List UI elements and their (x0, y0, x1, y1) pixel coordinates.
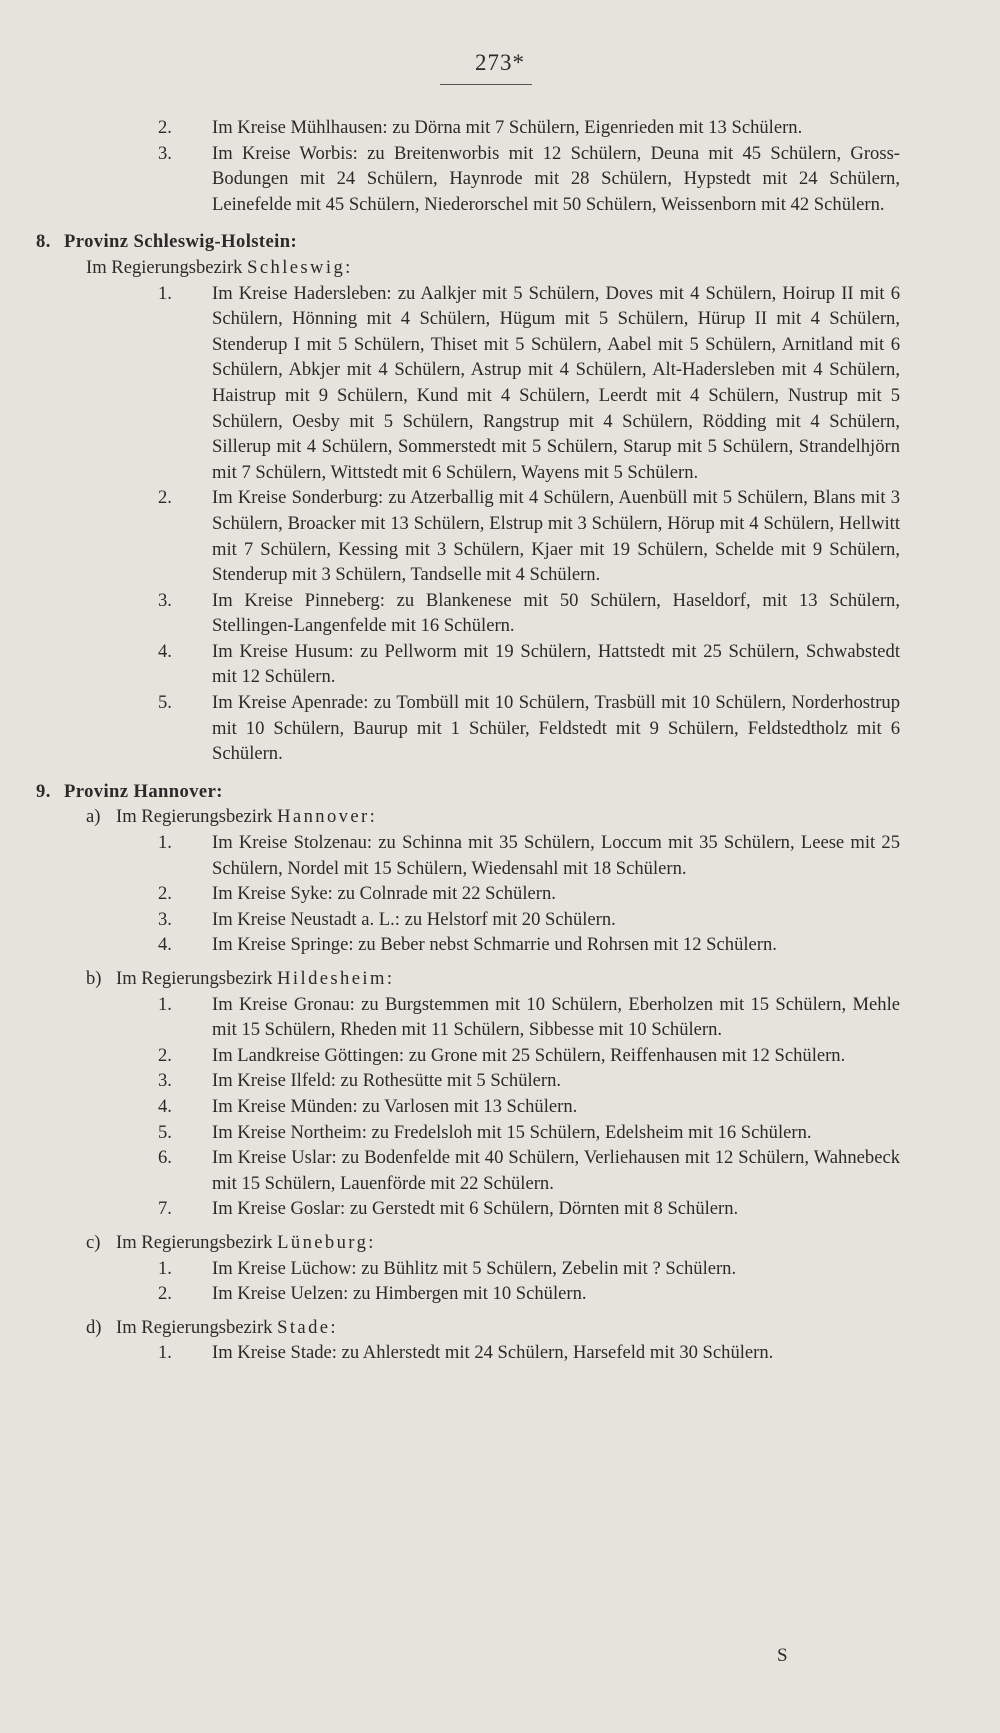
item-number: 5. (158, 692, 172, 714)
item-text: Im Landkreise Göttingen: zu Grone mit 25 Schülern, Reiffenhausen mit 12 Schülern. (212, 1044, 846, 1066)
item-text: Im Kreise Lüchow: zu Bühlitz mit 5 Schülern, Zebelin mit ? Schülern. (212, 1257, 737, 1279)
list-item (0, 1340, 1000, 1366)
item-number: 2. (158, 487, 172, 509)
item-text: Im Kreise Gronau: zu Burgstemmen mit 10 Schülern, Eberholzen mit 15 Schülern, Mehle mit 15 Schülern, Rheden mit 11 Schülern, Sibbesse mit 10 Schülern. (212, 993, 900, 1041)
list-item (0, 1145, 1000, 1196)
item-text: Im Kreise Springe: zu Beber nebst Schmarrie und Rohrsen mit 12 Schülern. (212, 934, 777, 956)
item-text: Im Kreise Goslar: zu Gerstedt mit 6 Schülern, Dörnten mit 8 Schülern. (212, 1198, 739, 1220)
list-item (0, 1196, 1000, 1222)
district-name: Hannover: (277, 806, 378, 828)
list-item (0, 932, 1000, 958)
item-number: 3. (158, 908, 172, 930)
item-number: 2. (158, 1044, 172, 1066)
district-prefix: Im Regierungsbezirk (86, 256, 243, 278)
item-number: 7. (158, 1198, 172, 1220)
item-text: Im Kreise Apenrade: zu Tombüll mit 10 Schülern, Trasbüll mit 10 Schülern, Norderhostrup mit 10 Schülern, Baurup mit 1 Schüler, Feldstedt mit 9 Schülern, Feldstedtholz mit 6 Schülern. (212, 692, 900, 765)
list-item (0, 588, 1000, 639)
province-heading (0, 779, 1000, 805)
list-item (0, 1281, 1000, 1307)
item-text: Im Kreise Worbis: zu Breitenworbis mit 12 Schülern, Deuna mit 45 Schülern, Gross-Bodungen mit 24 Schülern, Haynrode mit 28 Schülern, Hypstedt mit 24 Schülern, Leinefelde mit 45 Schülern, Niederorschel mit 50 Schülern, Weissenborn mit 42 Schülern. (212, 142, 900, 215)
district-prefix: Im Regierungsbezirk (116, 1316, 273, 1338)
item-text: Im Kreise Ilfeld: zu Rothesütte mit 5 Schülern. (212, 1070, 562, 1092)
item-text: Im Kreise Münden: zu Varlosen mit 13 Schülern. (212, 1095, 578, 1117)
item-number: 1. (158, 993, 172, 1015)
item-text: Im Kreise Stade: zu Ahlerstedt mit 24 Schülern, Harsefeld mit 30 Schülern. (212, 1342, 774, 1364)
district-letter: b) (86, 968, 102, 989)
list-item (0, 907, 1000, 933)
item-number: 1. (158, 1342, 172, 1364)
item-text: Im Kreise Northeim: zu Fredelsloh mit 15 Schülern, Edelsheim mit 16 Schülern. (212, 1121, 812, 1143)
item-text: Im Kreise Syke: zu Colnrade mit 22 Schülern. (212, 883, 556, 905)
item-number: 1. (158, 1257, 172, 1279)
district-prefix: Im Regierungsbezirk (116, 968, 273, 989)
item-text: Im Kreise Stolzenau: zu Schinna mit 35 Schülern, Loccum mit 35 Schülern, Leese mit 25 Schülern, Nordel mit 15 Schülern, Wiedensahl mit 18 Schülern. (212, 832, 900, 879)
item-text: Im Kreise Sonderburg: zu Atzerballig mit 4 Schülern, Auenbüll mit 5 Schülern, Blans mit 3 Schülern, Broacker mit 13 Schülern, Elstrup mit 3 Schülern, Hörup mit 4 Schülern, Hellwitt mit 7 Schülern, Kessing mit 3 Schülern, Kjaer mit 19 Schülern, Schelde mit 9 Schülern, Stenderup mit 3 Schülern, Tandselle mit 4 Schülern. (212, 487, 900, 586)
list-item (0, 1068, 1000, 1094)
province-heading (0, 229, 1000, 255)
province-title: Provinz Schleswig-Holstein: (64, 231, 298, 253)
item-number: 3. (158, 1070, 172, 1092)
item-number: 3. (158, 589, 172, 611)
province-number: 9. (36, 780, 51, 802)
district-prefix: Im Regierungsbezirk (116, 806, 273, 828)
district-heading (0, 966, 1000, 992)
item-number: 2. (158, 1283, 172, 1305)
district-name: Schleswig: (247, 256, 353, 278)
item-text: Im Kreise Mühlhausen: zu Dörna mit 7 Schülern, Eigenrieden mit 13 Schülern. (212, 117, 803, 138)
page-number-rule (440, 84, 532, 85)
district-name: Lüneburg: (277, 1231, 376, 1253)
district-heading (0, 255, 1000, 281)
district-letter: a) (86, 806, 101, 828)
item-text: Im Kreise Husum: zu Pellworm mit 19 Schülern, Hattstedt mit 25 Schülern, Schwabstedt mit 12 Schülern. (212, 640, 900, 688)
item-number: 2. (158, 883, 172, 905)
list-item (0, 690, 1000, 767)
item-number: 1. (158, 832, 172, 854)
list-item (0, 115, 1000, 141)
page-body (0, 115, 1000, 1366)
district-prefix: Im Regierungsbezirk (116, 1231, 273, 1253)
list-item (0, 485, 1000, 587)
list-item (0, 881, 1000, 907)
item-number: 4. (158, 640, 172, 662)
province-title: Provinz Hannover: (64, 780, 223, 802)
list-item (0, 992, 1000, 1043)
province-number: 8. (36, 231, 51, 253)
item-number: 1. (158, 282, 172, 304)
list-item (0, 1043, 1000, 1069)
page-number: 273* (475, 50, 525, 75)
item-number: 2. (158, 117, 172, 138)
catchword: S (777, 1645, 788, 1666)
district-heading (0, 1230, 1000, 1256)
district-heading (0, 804, 1000, 830)
list-item (0, 830, 1000, 881)
item-number: 5. (158, 1121, 172, 1143)
district-letter: c) (86, 1231, 101, 1253)
district-name: Stade: (277, 1316, 338, 1338)
item-number: 6. (158, 1147, 172, 1169)
item-number: 4. (158, 934, 172, 956)
district-name: Hildesheim: (277, 968, 395, 989)
list-item (0, 639, 1000, 690)
list-item (0, 1256, 1000, 1282)
item-text: Im Kreise Uelzen: zu Himbergen mit 10 Schülern. (212, 1283, 587, 1305)
district-heading (0, 1315, 1000, 1341)
item-text: Im Kreise Hadersleben: zu Aalkjer mit 5 Schülern, Doves mit 4 Schülern, Hoirup II mit 6 Schülern, Hönning mit 4 Schülern, Hügum mit 5 Schülern, Hürup II mit 4 Schülern, Stenderup I mit 5 Schülern, Thiset mit 5 Schülern, Aabel mit 5 Schülern, Arnitland mit 6 Schülern, Abkjer mit 4 Schülern, Astrup mit 4 Schülern, Alt-Hadersleben mit 4 Schülern, Haistrup mit 9 Schülern, Kund mit 4 Schülern, Leerdt mit 4 Schülern, Nustrup mit 5 Schülern, Oesby mit 5 Schülern, Rangstrup mit 4 Schülern, Rödding mit 4 Schülern, Sillerup mit 4 Schülern, Sommerstedt mit 5 Schülern, Starup mit 5 Schülern, Strandelhjörn mit 7 Schülern, Wittstedt mit 6 Schülern, Wayens mit 5 Schülern. (212, 282, 900, 483)
item-text: Im Kreise Neustadt a. L.: zu Helstorf mit 20 Schülern. (212, 908, 616, 930)
item-text: Im Kreise Uslar: zu Bodenfelde mit 40 Schülern, Verliehausen mit 12 Schülern, Wahnebeck mit 15 Schülern, Lauenförde mit 22 Schülern. (212, 1147, 900, 1194)
list-item (0, 1120, 1000, 1146)
item-text: Im Kreise Pinneberg: zu Blankenese mit 50 Schülern, Haseldorf, mit 13 Schülern, Stellingen-Langenfelde mit 16 Schülern. (212, 589, 900, 637)
list-item (0, 281, 1000, 486)
item-number: 3. (158, 142, 172, 164)
item-number: 4. (158, 1095, 172, 1117)
district-letter: d) (86, 1316, 102, 1338)
list-item (0, 1094, 1000, 1120)
list-item (0, 141, 1000, 218)
